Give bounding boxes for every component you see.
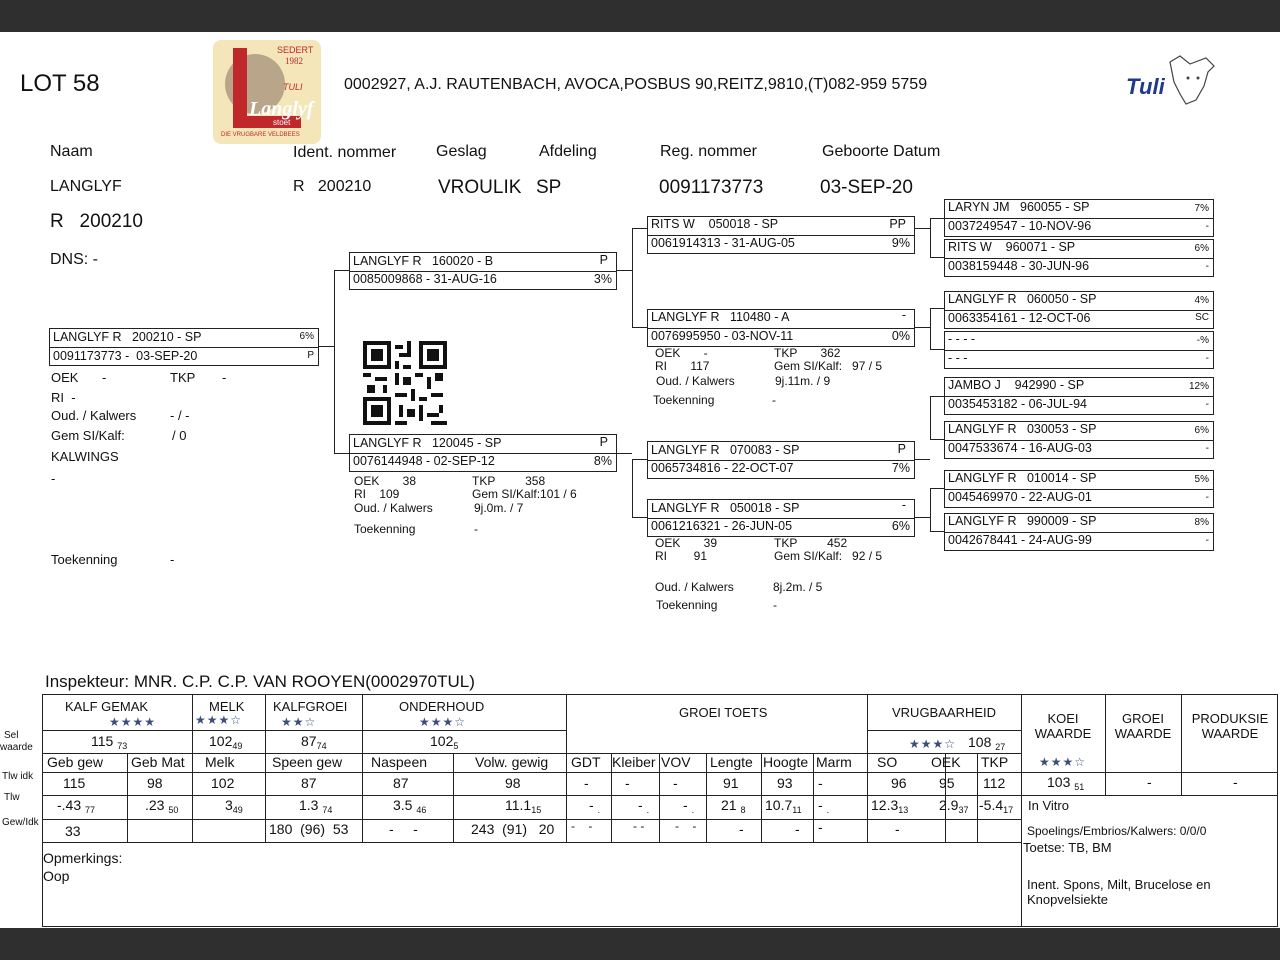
tlw-idk-groei: - — [1147, 774, 1152, 790]
geboorte-label: Geboorte Datum — [822, 143, 941, 160]
in-vitro: In Vitro — [1028, 798, 1069, 813]
sel-label: Sel — [4, 730, 19, 741]
gg-box-3: LANGLYF R 060050 - SP 4% 0063354161 - 12-OCT-06 SC — [944, 291, 1214, 329]
col-kleiber: Kleiber — [612, 754, 656, 770]
dd-oek: OEK 39 — [655, 536, 718, 550]
gg-box-5: JAMBO J 942990 - SP 12% 0035453182 - 06-JUL-94 - — [944, 377, 1214, 415]
tlw-volw: $11.1_{15}$ — [505, 797, 542, 815]
tlw-idk-kleiber: - — [625, 775, 630, 791]
gg-box-7: LANGLYF R 010014 - SP 5% 0045469970 - 22-AUG-01 - — [944, 470, 1214, 508]
tlw-idk-naspeen: 87 — [393, 775, 409, 791]
animal-gem: / 0 — [172, 428, 187, 443]
tlw-idk-marm: - — [818, 775, 823, 791]
dam-toek: - — [474, 522, 478, 536]
gew-speen-gew: 180 (96) 53 — [269, 821, 349, 837]
tlw-idk-volw: 98 — [505, 775, 521, 791]
gg-box-8: LANGLYF R 990009 - SP 8% 0042678441 - 24-AUG-99 - — [944, 513, 1214, 551]
ident-value: R 200210 — [293, 178, 372, 195]
melk-sel: $102_{49}$ — [209, 733, 243, 751]
col-volw-gewig: Volw. gewig — [475, 754, 549, 770]
col-melk: Melk — [205, 754, 235, 770]
tuli-logo — [1110, 46, 1220, 110]
top-bar — [0, 0, 1280, 32]
vrugbaarheid-header: VRUGBAARHEID — [892, 705, 997, 720]
kalwings-label: KALWINGS — [51, 449, 119, 464]
animal-ri: RI - — [51, 390, 76, 405]
col-hoogte: Hoogte — [763, 754, 809, 770]
kalfgroei-header: KALFGROEI — [273, 699, 348, 714]
dam-box: LANGLYF R 120045 - SP P 0076144948 - 02-SEP-12 8% — [349, 434, 617, 472]
tlw-label: Tlw — [4, 792, 20, 803]
sire-box: LANGLYF R 160020 - B P 0085009868 - 31-AUG-16 3% — [349, 252, 617, 290]
animal-oud: - / - — [170, 408, 190, 423]
kalfgroei-sel: $87_{74}$ — [301, 733, 327, 751]
tlw-gdt: - $_.$ — [589, 797, 601, 815]
melk-header: MELK — [209, 699, 245, 714]
gew-naspeen: - - — [389, 821, 418, 837]
gew-so: - — [895, 821, 900, 837]
animal-gem-label: Gem SI/Kalf: — [51, 428, 125, 443]
groei-toets-header: GROEI TOETS — [679, 705, 768, 720]
inent: Inent. Spons, Milt, Brucelose en — [1027, 877, 1211, 892]
sd-ri: RI 117 — [655, 359, 710, 373]
sd-oek: OEK - — [655, 346, 708, 360]
tlw-idk-so: 96 — [891, 775, 907, 791]
onderhoud-header: ONDERHOUD — [399, 699, 485, 714]
col-vov: VOV — [661, 754, 691, 770]
dam-dam-box: LANGLYF R 050018 - SP - 0061216321 - 26-JUN-05 6% — [647, 499, 915, 537]
sire-sire-box: RITS W 050018 - SP PP 0061914313 - 31-AUG-05 9% — [647, 216, 915, 254]
col-geb-mat: Geb Mat — [131, 754, 185, 770]
animal-oek: - — [102, 370, 107, 385]
tlw-tkp: $-5.4_{17}$ — [979, 797, 1014, 815]
inent-2: Knopvelsiekte — [1027, 892, 1108, 907]
gg-box-6: LANGLYF R 030053 - SP 6% 0047533674 - 16-AUG-03 - — [944, 421, 1214, 459]
gew-hoogte: - — [795, 821, 800, 837]
gew-kleiber: - - — [633, 819, 645, 833]
col-naspeen: Naspeen — [371, 754, 428, 770]
vrugbaarheid-stars: ★★★☆ — [909, 737, 957, 751]
dam-toek-label: Toekenning — [354, 522, 416, 536]
kalwings-value: - — [51, 471, 56, 486]
tlw-idk-gdt: - — [584, 775, 589, 791]
reg-label: Reg. nommer — [660, 143, 757, 160]
evaluation-table — [42, 694, 1278, 927]
dns: DNS: - — [50, 251, 98, 268]
spoelings: Spoelings/Embrios/Kalwers: 0/0/0 — [1027, 824, 1207, 838]
sire-dam-box: LANGLYF R 110480 - A - 0076995950 - 03-NOV-11 0% — [647, 309, 915, 347]
dam-gem: Gem SI/Kalf:101 / 6 — [472, 487, 577, 501]
tlw-marm: - $_.$ — [818, 797, 830, 815]
lot-number: LOT 58 — [20, 70, 100, 97]
col-speen-gew: Speen gew — [272, 754, 343, 770]
dam-ri: RI 109 — [354, 487, 400, 501]
geslag-value: VROULIK — [438, 177, 522, 198]
dd-tkp: TKP 452 — [774, 536, 848, 550]
opmerkings-label: Opmerkings: — [43, 850, 123, 866]
tlw-idk-geb-gew: 115 — [63, 775, 86, 791]
dam-oek: OEK 38 — [354, 474, 417, 488]
animal-tkp: - — [222, 370, 227, 385]
onderhoud-stars: ★★★☆ — [419, 715, 467, 729]
dam-sire-box: LANGLYF R 070083 - SP P 0065734816 - 22-OCT-07 7% — [647, 441, 915, 479]
produksie-waarde-header: PRODUKSIE WAARDE — [1191, 711, 1269, 741]
afdeling-label: Afdeling — [539, 143, 597, 160]
tlw-idk-tkp: 112 — [983, 775, 1006, 791]
tlw-idk-koei: 103 $_{51}$ — [1047, 774, 1085, 792]
melk-stars: ★★★☆ — [195, 713, 243, 727]
tlw-kleiber: - $_.$ — [638, 797, 650, 815]
tlw-lengte: 21 $_8$ — [721, 797, 746, 815]
langlyf-logo: SEDERT 1982 TULI Langlyf stoet DIE VRUGBARE VELDBEES — [213, 40, 321, 144]
animal-oek-label: OEK — [51, 370, 79, 385]
gew-volw: 243 (91) 20 — [471, 821, 555, 837]
gew-idk-label: Gew/Idk — [2, 817, 39, 828]
sd-gem: Gem SI/Kalf: 97 / 5 — [774, 359, 883, 373]
gew-lengte: - — [739, 821, 744, 837]
toetse: Toetse: TB, BM — [1023, 840, 1112, 855]
gew-gdt: - - — [571, 819, 593, 833]
kalf-gemak-sel: 115 $_{73}$ — [91, 733, 128, 751]
brand-text: Tuli — [1126, 74, 1165, 99]
tlw-idk-lengte: 91 — [723, 775, 739, 791]
dam-oud: 9j.0m. / 7 — [474, 501, 524, 515]
id-line: R 200210 — [50, 211, 143, 232]
kalfgroei-stars: ★★☆ — [281, 715, 317, 729]
tlw-geb-mat: .23 $_{50}$ — [145, 797, 179, 815]
naam-label: Naam — [50, 143, 93, 160]
col-gdt: GDT — [571, 754, 601, 770]
tlw-oek: $2.9_{37}$ — [939, 797, 969, 815]
owner-line: 0002927, A.J. RAUTENBACH, AVOCA,POSBUS 90,REITZ,9810,(T)082-959 5759 — [344, 76, 928, 93]
vrugbaarheid-sel: 108 $_{27}$ — [968, 734, 1006, 752]
tlw-naspeen: 3.5 $_{46}$ — [393, 797, 427, 815]
tlw-idk-hoogte: 93 — [777, 775, 793, 791]
dam-tkp: TKP 358 — [472, 474, 546, 488]
koei-waarde-header: KOEI WAARDE — [1034, 711, 1092, 741]
tlw-idk-label: Tlw idk — [2, 771, 34, 782]
tlw-speen-gew: 1.3 $_{74}$ — [299, 797, 333, 815]
animal-toek: - — [170, 552, 175, 567]
tlw-so: $12.3_{13}$ — [871, 797, 909, 815]
gg-box-4: - - - - -% - - - - — [944, 331, 1214, 369]
waarde-label: waarde — [0, 742, 33, 753]
gew-geb-gew: 33 — [65, 823, 81, 839]
dd-toek-label: Toekenning — [656, 598, 718, 612]
koei-stars: ★★★☆ — [1039, 755, 1087, 769]
dd-oud-label: Oud. / Kalwers — [655, 580, 734, 594]
dd-oud: 8j.2m. / 5 — [773, 580, 823, 594]
reg-value: 0091173773 — [659, 177, 764, 198]
bottom-bar — [0, 928, 1280, 960]
opmerkings-value: Oop — [43, 868, 70, 884]
animal-oud-label: Oud. / Kalwers — [51, 408, 137, 423]
dam-oud-label: Oud. / Kalwers — [354, 501, 433, 515]
tlw-geb-gew: -.43 $_{77}$ — [57, 797, 96, 815]
onderhoud-sel: $102_5$ — [430, 733, 459, 751]
tlw-idk-geb-mat: 98 — [147, 775, 163, 791]
groei-waarde-header: GROEI WAARDE — [1114, 711, 1172, 741]
dd-toek: - — [773, 598, 777, 612]
tlw-idk-prod: - — [1233, 774, 1238, 790]
kalf-gemak-stars: ★★★★ — [109, 715, 157, 729]
tlw-idk-melk: 102 — [211, 775, 235, 791]
naam-value: LANGLYF — [50, 178, 122, 195]
sd-oud: 9j.11m. / 9 — [775, 374, 831, 388]
tlw-melk: $3_{49}$ — [225, 797, 243, 815]
animal-box: LANGLYF R 200210 - SP 6% 0091173773 - 03-SEP-20 P — [49, 328, 319, 366]
sd-toek: - — [772, 393, 776, 407]
tlw-vov: - $_.$ — [683, 797, 695, 815]
gew-marm: - — [818, 819, 823, 835]
qr-code — [362, 341, 448, 425]
col-oek: OEK — [931, 754, 961, 770]
col-tkp: TKP — [981, 754, 1009, 770]
col-marm: Marm — [816, 754, 852, 770]
animal-tkp-label: TKP — [170, 370, 196, 385]
tlw-idk-oek: 95 — [939, 775, 955, 791]
col-lengte: Lengte — [710, 754, 753, 770]
sd-tkp: TKP 362 — [774, 346, 841, 360]
afdeling-value: SP — [536, 177, 562, 198]
dd-ri: RI 91 — [655, 549, 708, 563]
geslag-label: Geslag — [436, 143, 487, 160]
col-geb-gew: Geb gew — [47, 754, 104, 770]
tlw-idk-speen-gew: 87 — [301, 775, 317, 791]
gew-vov: - - — [675, 819, 697, 833]
dd-gem: Gem SI/Kalf: 92 / 5 — [774, 549, 883, 563]
ident-label: Ident. nommer — [293, 144, 397, 161]
animal-toek-label: Toekenning — [51, 552, 118, 567]
sd-toek-label: Toekenning — [653, 393, 715, 407]
gg-box-2: RITS W 960071 - SP 6% 0038159448 - 30-JUN-96 - — [944, 239, 1214, 277]
gg-box-1: LARYN JM 960055 - SP 7% 0037249547 - 10-NOV-96 - — [944, 199, 1214, 237]
tlw-hoogte: $10.7_{11}$ — [765, 797, 802, 815]
kalf-gemak-header: KALF GEMAK — [65, 699, 149, 714]
tlw-idk-vov: - — [673, 775, 678, 791]
inspekteur: Inspekteur: MNR. C.P. C.P. VAN ROOYEN(0002970TUL) — [45, 672, 475, 691]
geboorte-value: 03-SEP-20 — [820, 177, 913, 198]
sd-oud-label: Oud. / Kalwers — [656, 374, 735, 388]
col-so: SO — [877, 754, 898, 770]
